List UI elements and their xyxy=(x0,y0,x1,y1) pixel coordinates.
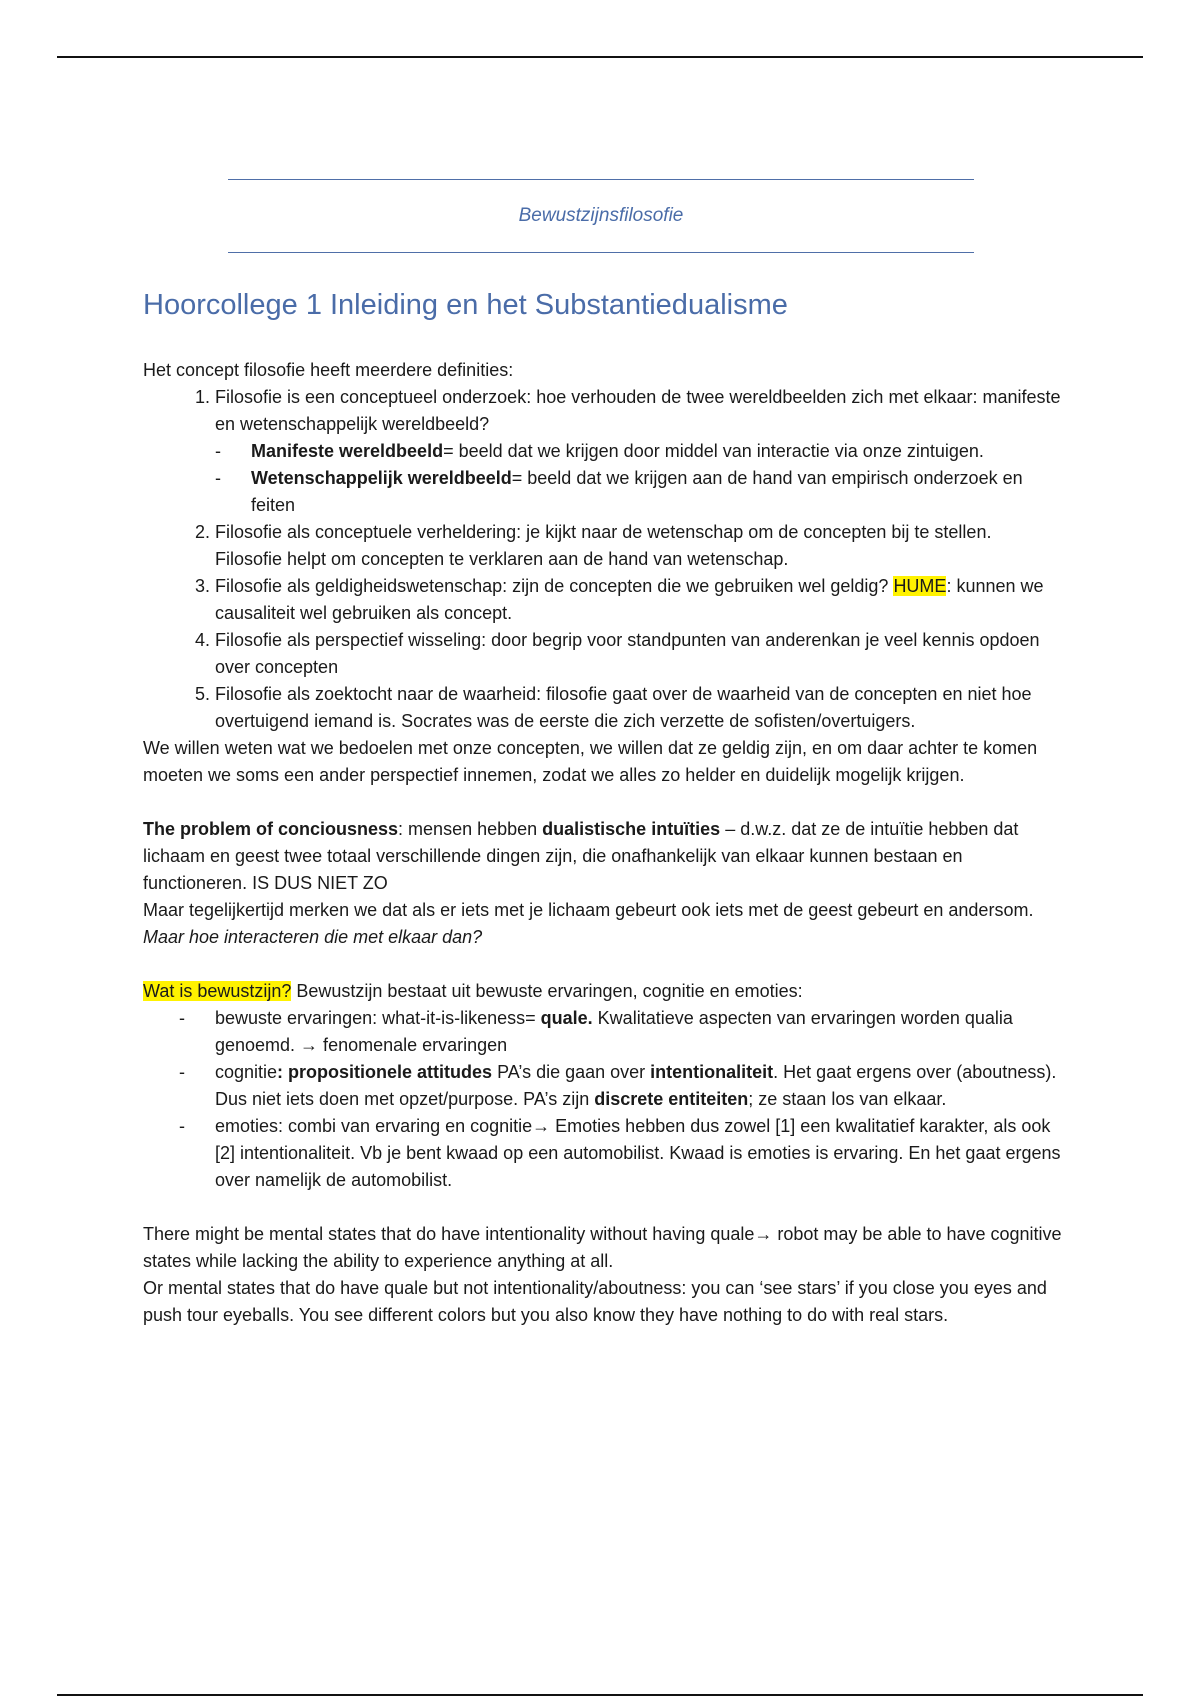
definition-text: Filosofie als zoektocht naar de waarheid: filosofie gaat over de waarheid van de concepten en niet hoe overtuigend iemand is. Socrates was de eerste die zich verzette de sofisten/overtuigers. xyxy=(215,684,1032,731)
list-item xyxy=(251,438,1063,465)
definitions-list xyxy=(143,384,1063,735)
term-bold: The problem of conciousness xyxy=(143,819,399,839)
list-item xyxy=(215,627,1063,681)
item-text: emoties: combi van ervaring en cognitie→ Emoties hebben dus zowel [1] een kwalitatief karakter, als ook [2] intentionaliteit. Vb je bent kwaad op een automobilist. Kwaad is emoties is ervaring. En het gaat ergens over namelijk de automobilist. xyxy=(215,1116,1061,1190)
definition-text: Filosofie als conceptuele verheldering: je kijkt naar de wetenschap om de concepten bij te stellen. Filosofie helpt om concepten te verklaren aan de hand van wetenschap. xyxy=(215,522,992,569)
list-item xyxy=(251,465,1063,519)
sub-list xyxy=(215,438,1063,519)
term-bold: dualistische intuïties xyxy=(542,819,721,839)
paragraph-text: : mensen hebben xyxy=(398,819,543,839)
list-item xyxy=(215,681,1063,735)
term-bold: Manifeste wereldbeeld xyxy=(251,441,444,461)
document-title-block xyxy=(228,179,974,253)
item-text: Kwalitatieve aspecten van ervaringen worden qualia genoemd. → fenomenale ervaringen xyxy=(215,1008,1013,1055)
item-text: PA’s die gaan over xyxy=(492,1062,651,1082)
term-definition: = beeld dat we krijgen aan de hand van empirisch onderzoek en feiten xyxy=(251,468,1023,515)
highlighted-text: HUME xyxy=(893,576,947,596)
list-item xyxy=(215,1113,1063,1194)
item-text: bewuste ervaringen: what-it-is-likeness= xyxy=(215,1008,541,1028)
definition-text: Filosofie is een conceptueel onderzoek: hoe verhouden de twee wereldbeelden zich met elkaar: manifeste en wetenschappelijk wereldbeeld? xyxy=(215,387,1061,434)
term-bold: quale. xyxy=(540,1008,593,1028)
term-bold: Wetenschappelijk wereldbeeld xyxy=(251,468,512,488)
list-item xyxy=(215,384,1063,519)
term-definition: = beeld dat we krijgen door middel van interactie via onze zintuigen. xyxy=(443,441,984,461)
page-top-rule xyxy=(57,56,1143,58)
problem-paragraph xyxy=(143,816,1063,897)
list-item xyxy=(215,519,1063,573)
section-heading: Hoorcollege 1 Inleiding en het Substantiedualisme xyxy=(143,289,788,321)
intro-paragraph: Het concept filosofie heeft meerdere definities: xyxy=(143,360,514,380)
bewustzijn-paragraph xyxy=(143,978,1063,1005)
closing-paragraph-1: There might be mental states that do have intentionality without having quale→ robot may be able to have cognitive states while lacking the ability to experience anything at all. xyxy=(143,1224,1062,1271)
paragraph-text: Bewustzijn bestaat uit bewuste ervaringen, cognitie en emoties: xyxy=(291,981,803,1001)
document-body xyxy=(143,285,1063,1329)
item-text: ; ze staan los van elkaar. xyxy=(748,1089,947,1109)
definition-text: Filosofie als geldigheidswetenschap: zijn de concepten die we gebruiken wel geldig? xyxy=(215,576,894,596)
bewustzijn-list xyxy=(143,1005,1063,1194)
definition-text: : kunnen we causaliteit wel gebruiken als concept. xyxy=(215,576,1044,623)
list-item xyxy=(215,1005,1063,1059)
list-item xyxy=(215,573,1063,627)
term-bold: : propositionele attitudes xyxy=(277,1062,493,1082)
page-bottom-rule xyxy=(57,1694,1143,1696)
term-bold: intentionaliteit xyxy=(650,1062,774,1082)
highlighted-text: Wat is bewustzijn? xyxy=(143,981,292,1001)
summary-paragraph: We willen weten wat we bedoelen met onze concepten, we willen dat ze geldig zijn, en om daar achter te komen moeten we soms een ander perspectief innemen, zodat we alles zo helder en duidelijk mogelijk krijgen. xyxy=(143,738,1038,785)
closing-paragraph-2: Or mental states that do have quale but not intentionality/aboutness: you can ‘see stars’ if you close you eyes and push tour eyeballs. You see different colors but you also know they have nothing to do with real stars. xyxy=(143,1278,1047,1325)
list-item xyxy=(215,1059,1063,1113)
definition-text: Filosofie als perspectief wisseling: door begrip voor standpunten van anderenkan je veel kennis opdoen over concepten xyxy=(215,630,1040,677)
term-bold: discrete entiteiten xyxy=(594,1089,749,1109)
paragraph-text: Maar tegelijkertijd merken we dat als er iets met je lichaam gebeurt ook iets met de geest gebeurt en andersom. xyxy=(143,900,1034,920)
problem-followup xyxy=(143,897,1063,951)
document-title: Bewustzijnsfilosofie xyxy=(518,205,684,226)
item-text: cognitie xyxy=(215,1062,278,1082)
paragraph-text: – d.w.z. dat ze de intuïtie hebben dat lichaam en geest twee totaal verschillende dingen zijn, die onafhankelijk van elkaar kunnen bestaan en functioneren. IS DUS NIET ZO xyxy=(143,819,1019,893)
italic-question: Maar hoe interacteren die met elkaar dan? xyxy=(143,927,483,947)
item-text: . Het gaat ergens over (aboutness). Dus niet iets doen met opzet/purpose. PA’s zijn xyxy=(215,1062,1057,1109)
